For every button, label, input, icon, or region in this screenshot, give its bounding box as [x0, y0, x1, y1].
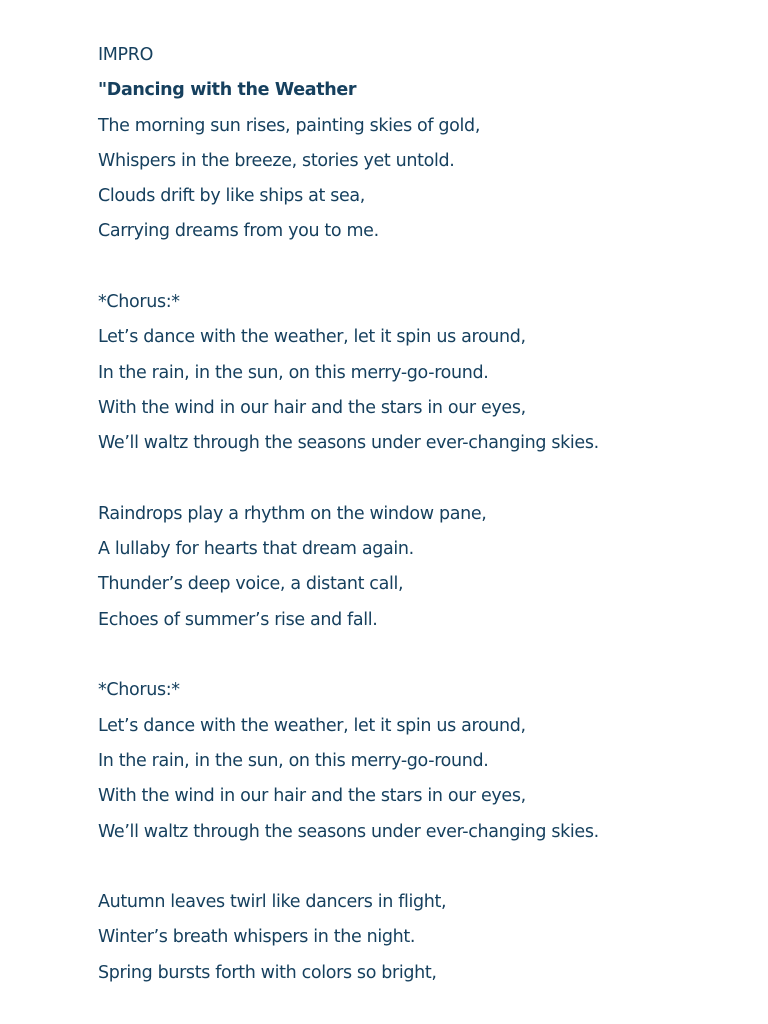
chorus-line: In the rain, in the sun, on this merry-go-round.: [98, 362, 489, 383]
chorus-label: *Chorus:*: [98, 680, 180, 701]
chorus-line: In the rain, in the sun, on this merry-go-round.: [98, 750, 489, 771]
verse-line: Clouds drift by like ships at sea,: [98, 186, 365, 207]
document-body: [98, 38, 738, 991]
verse-line: Autumn leaves twirl like dancers in flight,: [98, 892, 447, 913]
verse-line: Raindrops play a rhythm on the window pane,: [98, 503, 487, 524]
verse-line: Winter’s breath whispers in the night.: [98, 927, 416, 948]
chorus-label: *Chorus:*: [98, 292, 180, 313]
chorus-1: [98, 285, 738, 461]
chorus-line: Let’s dance with the weather, let it spin us around,: [98, 327, 526, 348]
song-title: "Dancing with the Weather: [98, 80, 357, 101]
verse-2: [98, 497, 738, 638]
verse-line: Echoes of summer’s rise and fall.: [98, 609, 378, 630]
stanza-spacer: [98, 250, 738, 285]
document-header: IMPRO: [98, 45, 153, 65]
verse-line: A lullaby for hearts that dream again.: [98, 539, 414, 560]
verse-line: The morning sun rises, painting skies of gold,: [98, 115, 481, 136]
verse-line: Whispers in the breeze, stories yet untold.: [98, 150, 455, 171]
chorus-line: We’ll waltz through the seasons under ever-changing skies.: [98, 821, 599, 842]
chorus-2: [98, 673, 738, 849]
chorus-line: With the wind in our hair and the stars in our eyes,: [98, 786, 526, 807]
verse-3: [98, 885, 738, 991]
verse-1: [98, 109, 738, 250]
chorus-line: We’ll waltz through the seasons under ever-changing skies.: [98, 433, 599, 454]
chorus-line: With the wind in our hair and the stars in our eyes,: [98, 397, 526, 418]
verse-line: Thunder’s deep voice, a distant call,: [98, 574, 404, 595]
stanza-spacer: [98, 638, 738, 673]
verse-line: Spring bursts forth with colors so bright,: [98, 962, 437, 983]
stanza-spacer: [98, 850, 738, 885]
chorus-line: Let’s dance with the weather, let it spin us around,: [98, 715, 526, 736]
verse-line: Carrying dreams from you to me.: [98, 221, 379, 242]
stanza-spacer: [98, 462, 738, 497]
